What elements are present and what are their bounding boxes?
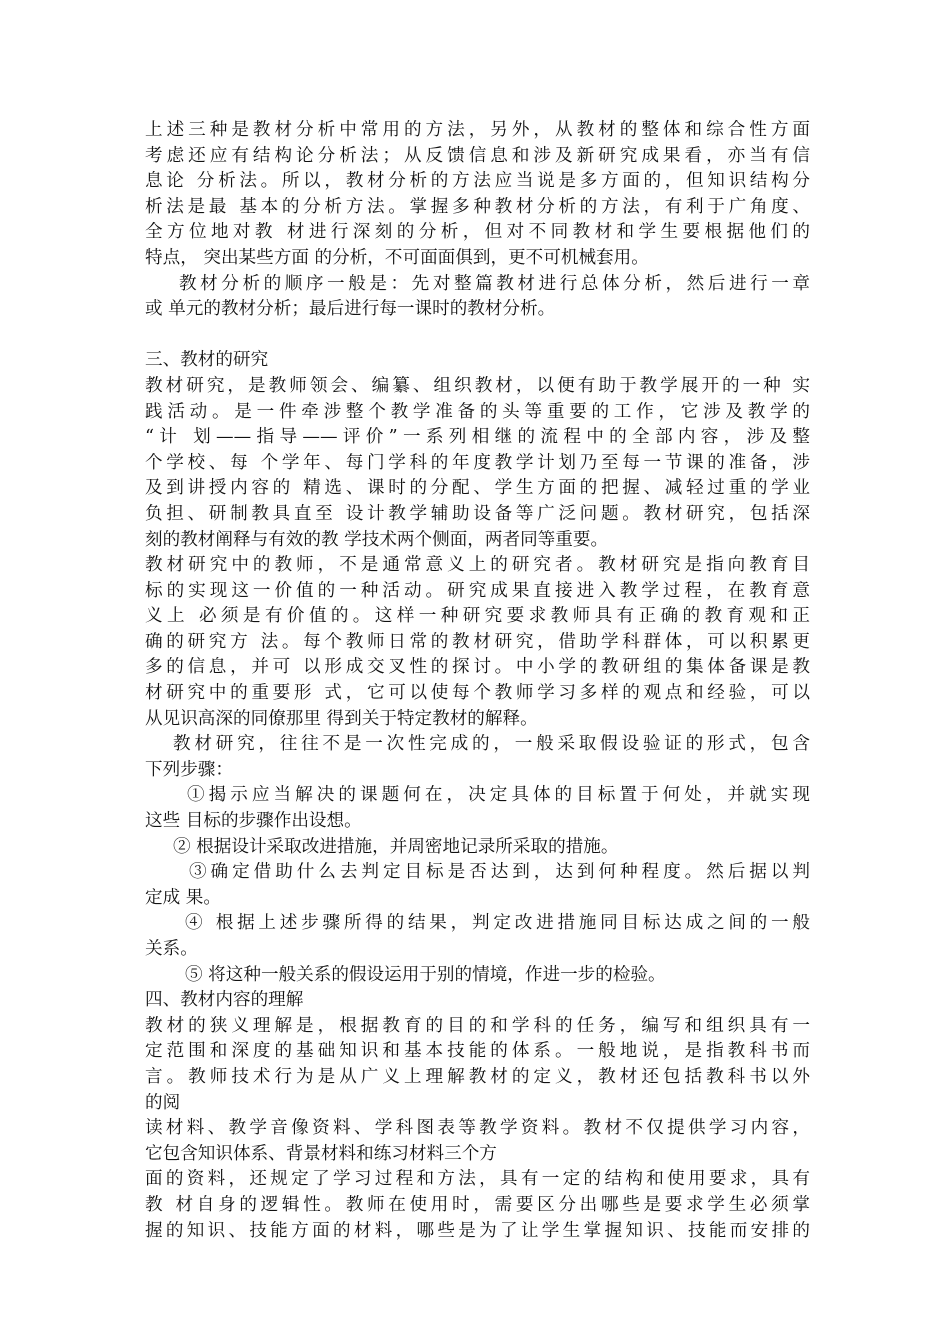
text-line: 读材料、教学音像资料、学科图表等教学资料。教材不仅提供学习内容， <box>145 1118 810 1139</box>
text-line: 教 材自身的逻辑性。教师在使用时，需要区分出哪些是要求学生必须掌 <box>145 1194 810 1215</box>
text-line: ④ 根据上述步骤所得的结果，判定改进措施同目标达成之间的一般 <box>185 913 810 934</box>
text-line: 材研究中的重要形 式，它可以使每个教师学习多样的观点和经验，可以 <box>145 683 810 704</box>
text-line: 言。教师技术行为是从广义上理解教材的定义，教材还包括教科书以外 <box>145 1066 810 1087</box>
text-line: ①揭示应当解决的课题何在，决定具体的目标置于何处，并就实现 <box>187 785 810 806</box>
text-line: 上述三种是教材分析中常用的方法，另外，从教材的整体和综合性方面 <box>145 120 810 140</box>
text-line: 教材研究，是教师领会、编纂、组织教材，以便有助于教学展开的一种 实 <box>145 375 810 396</box>
blank-line <box>145 323 810 349</box>
document-body <box>145 118 810 1244</box>
text-line: 教材研究，往往不是一次性完成的，一般采取假设验证的形式，包含 <box>173 734 810 755</box>
text-line: 下列步骤： <box>145 759 233 780</box>
text-line: 确的研究方 法。每个教师日常的教材研究，借助学科群体，可以积累更 <box>145 631 810 652</box>
text-line: 教材分析的顺序一般是：先对整篇教材进行总体分析，然后进行一章 <box>179 273 810 294</box>
text-line: 个学校、每 个学年、每门学科的年度教学计划乃至每一节课的准备，涉 <box>145 452 810 473</box>
text-line: ③确定借助什么去判定目标是否达到，达到何种程度。然后据以判 <box>189 862 810 883</box>
text-line: 定范围和深度的基础知识和基本技能的体系。一般地说，是指教科书而 <box>145 1041 810 1062</box>
text-line: 或 单元的教材分析；最后进行每一课时的教材分析。 <box>145 299 556 320</box>
text-line: 义上 必须是有价值的。这样一种研究要求教师具有正确的教育观和正 <box>145 606 810 627</box>
text-line: ② 根据设计采取改进措施，并周密地记录所采取的措施。 <box>173 836 619 857</box>
text-line: 践活动。是一件牵涉整个教学准备的头等重要的工作，它涉及教学的 <box>145 401 810 422</box>
text-line: ⑤ 将这种一般关系的假设运用于别的情境，作进一步的检验。 <box>185 964 666 985</box>
text-line: 它包含知识体系、背景材料和练习材料三个方 <box>145 1143 497 1164</box>
text-line: 定成 果。 <box>145 887 221 908</box>
text-line: 息论 分析法。所以，教材分析的方法应当说是多方面的，但知识结构分 <box>145 171 810 192</box>
text-line: “计 划——指导——评价”一系列相继的流程中的全部内容，涉及整 <box>145 427 810 448</box>
text-line: 的阅 <box>145 1092 181 1113</box>
text-line: 三、教材的研究 <box>145 350 269 371</box>
text-line: 教材的狭义理解是，根据教育的目的和学科的任务，编写和组织具有一 <box>145 1015 810 1036</box>
text-line: 教材研究中的教师，不是通常意义上的研究者。教材研究是指向教育目 <box>145 555 810 576</box>
text-line: 多的信息，并可 以形成交叉性的探讨。中小学的教研组的集体备课是教 <box>145 657 810 678</box>
text-line: 面的资料，还规定了学习过程和方法，具有一定的结构和使用要求，具有 <box>145 1169 810 1190</box>
text-line: 全方位地对教 材进行深刻的分析，但对不同教材和学生要根据他们的 <box>145 222 810 243</box>
text-line: 从见识高深的同僚那里 得到关于特定教材的解释。 <box>145 708 538 729</box>
text-line: 析法是最 基本的分析方法。掌握多种教材分析的方法，有利于广角度、 <box>145 196 810 217</box>
text-line: 关系。 <box>145 939 198 959</box>
text-line: 特点， 突出某些方面 的分析，不可面面俱到，更不可机械套用。 <box>145 247 649 268</box>
text-line: 四、教材内容的理解 <box>145 990 304 1011</box>
text-line: 及到讲授内容的 精选、课时的分配、学生方面的把握、减轻过重的学业 <box>145 478 810 499</box>
text-line: 这些 目标的步骤作出设想。 <box>145 811 362 832</box>
text-line: 标的实现这一价值的一种活动。研究成果直接进入教学过程，在教育意 <box>145 580 810 601</box>
text-line: 考虑还应有结构论分析法；从反馈信息和涉及新研究成果看，亦当有信 <box>145 145 810 166</box>
text-line: 刻的教材阐释与有效的教 学技术两个侧面，两者同等重要。 <box>145 529 609 550</box>
text-line: 负担、研制教具直至 设计教学辅助设备等广泛问题。教材研究，包括深 <box>145 503 810 524</box>
text-line: 握的知识、技能方面的材料，哪些是为了让学生掌握知识、技能而安排的 <box>145 1220 810 1241</box>
